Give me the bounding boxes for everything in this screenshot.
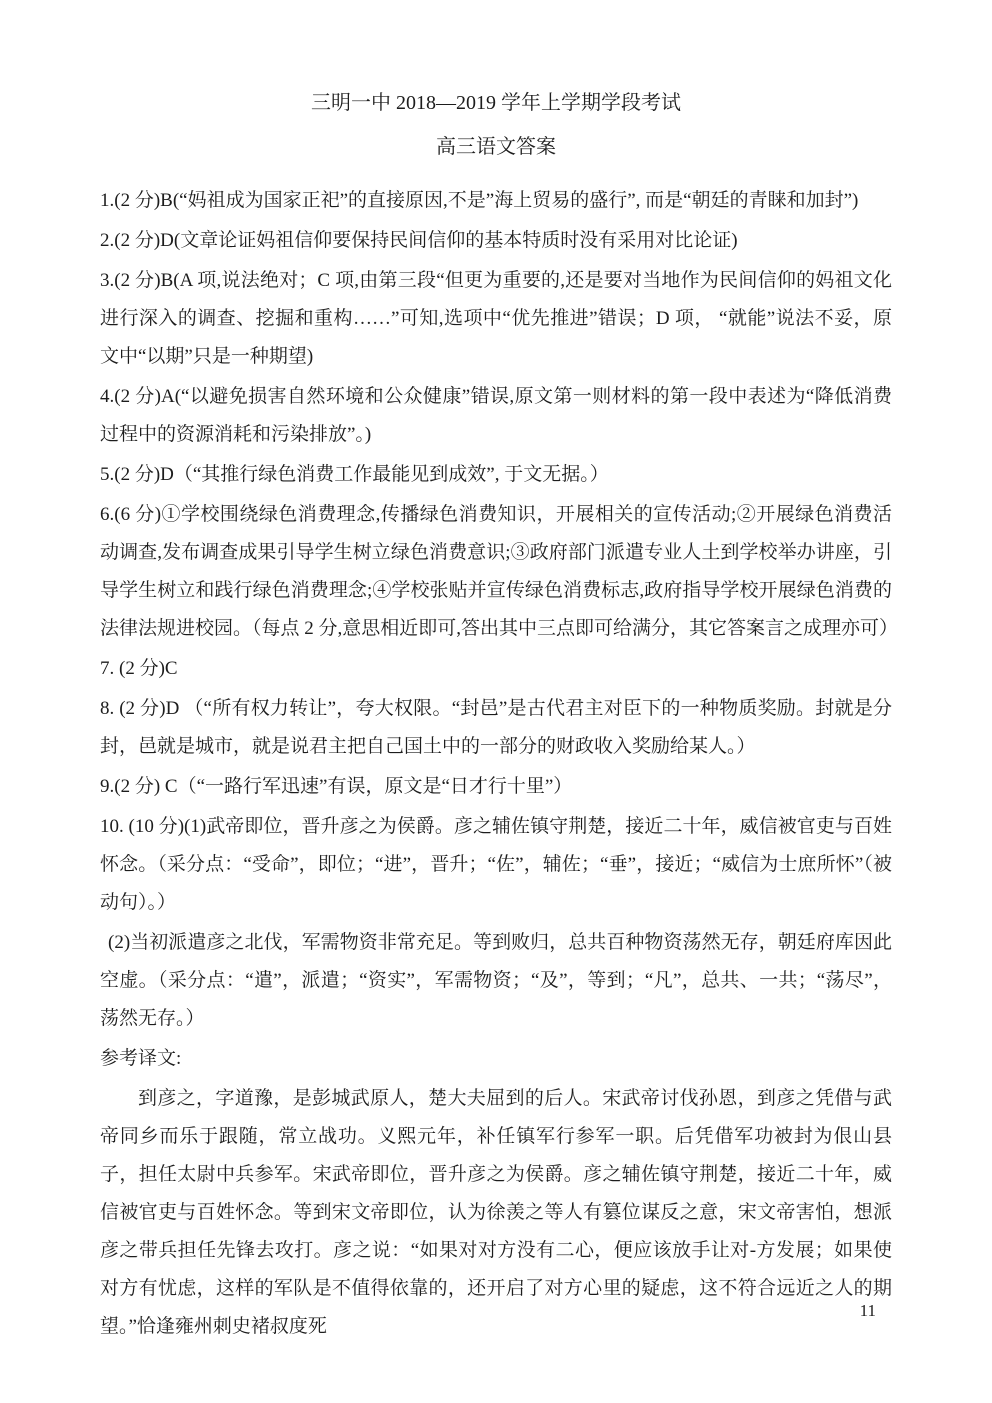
answer-item-2: 2.(2 分)D(文章论证妈祖信仰要保持民间信仰的基本特质时没有采用对比论证) [100, 230, 738, 251]
answer-item-3: 3.(2 分)B(A 项,说法绝对；C 项,由第三段“但更为重要的,还是要对当地作为民间信仰的妈祖文化进行深入的调查、挖掘和重构……”可知,选项中“优先推进”错误；D 项， “就能”说法不妥，原文中“以期”只是一种期望) [100, 270, 892, 367]
page-subtitle: 高三语文答案 [436, 136, 556, 158]
answer-item-9: 9.(2 分) C（“一路行军迅速”有误，原文是“日才行十里”） [100, 776, 573, 797]
answer-item-10-part2: (2)当初派遣彦之北伐，军需物资非常充足。等到败归，总共百种物资荡然无存，朝廷府库因此空虚。（采分点：“遣”，派遣；“资实”，军需物资；“及”，等到；“凡”，总共、一共；“荡尽”，荡然无存。） [100, 932, 892, 1029]
answer-item-4: 4.(2 分)A(“以避免损害自然环境和公众健康”错误,原文第一则材料的第一段中表述为“降低消费过程中的资源消耗和污染排放”。) [100, 386, 892, 445]
answer-item-10-part1: 10. (10 分)(1)武帝即位，晋升彦之为侯爵。彦之辅佐镇守荆楚，接近二十年，威信被官吏与百姓怀念。（采分点：“受命”，即位；“进”，晋升；“佐”，辅佐；“垂”，接近；“威信为士庶所怀”（被动句）。） [100, 816, 892, 913]
answer-item-8: 8. (2 分)D （“所有权力转让”，夸大权限。“封邑”是古代君主对臣下的一种物质奖励。封就是分封，邑就是城市，就是说君主把自己国土中的一部分的财政收入奖励给某人。） [100, 698, 892, 757]
page-title: 三明一中 2018—2019 学年上学期学段考试 [311, 92, 681, 114]
answer-item-1: 1.(2 分)B(“妈祖成为国家正祀”的直接原因,不是”海上贸易的盛行”, 而是“朝廷的青睐和加封”) [100, 190, 859, 211]
answer-item-5: 5.(2 分)D（“其推行绿色消费工作最能见到成效”, 于文无据。） [100, 464, 609, 485]
answers-section [100, 182, 899, 1346]
translation-paragraph: 到彦之，字道豫，是彭城武原人，楚大夫屈到的后人。宋武帝讨伐孙恩，到彦之凭借与武帝同乡而乐于跟随，常立战功。义熙元年，补任镇军行参军一职。后凭借军功被封为佷山县子，担任太尉中兵参军。宋武帝即位，晋升彦之为侯爵。彦之辅佐镇守荆楚，接近二十年，威信被官吏与百姓怀念。等到宋文帝即位，认为徐羡之等人有篡位谋反之意，宋文帝害怕，想派彦之带兵担任先锋去攻打。彦之说：“如果对对方没有二心，便应该放手让对-方发展；如果使对方有忧虑，这样的军队是不值得依靠的，还开启了对方心里的疑虑，这不符合远近之人的期望。”恰逢雍州刺史褚叔度死 [100, 1088, 892, 1337]
page-number: 11 [859, 1301, 876, 1320]
answer-item-7: 7. (2 分)C [100, 658, 178, 679]
translation-heading: 参考译文: [100, 1048, 182, 1069]
answer-item-6: 6.(6 分)①学校围绕绿色消费理念,传播绿色消费知识，开展相关的宣传活动;②开展绿色消费活动调查,发布调查成果引导学生树立绿色消费意识;③政府部门派遣专业人土到学校举办讲座，引导学生树立和践行绿色消费理念;④学校张贴并宣传绿色消费标志,政府指导学校开展绿色消费的法律法规进校园。（每点 2 分,意思相近即可,答出其中三点即可给满分，其它答案言之成理亦可） [100, 504, 899, 639]
